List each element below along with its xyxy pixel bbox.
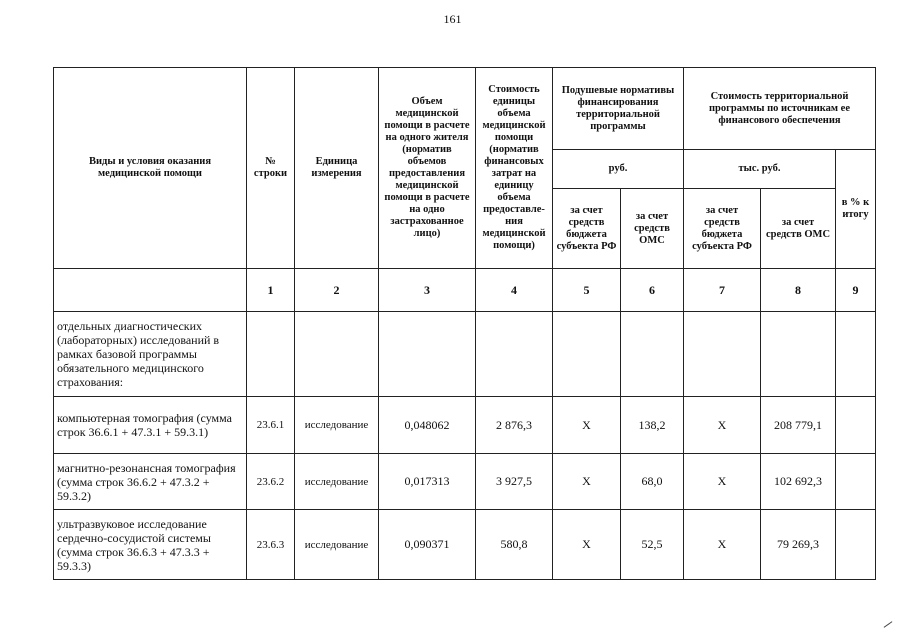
empty-cell bbox=[684, 312, 761, 397]
row-unit: исследование bbox=[295, 510, 379, 580]
header-volume: Объем медицинской помощи в расчете на одного жителя (норматив объемов предоставления медицинской помощи в расчете на одно застрахованное лицо) bbox=[379, 68, 476, 269]
row-oms-thousand: 79 269,3 bbox=[761, 510, 836, 580]
row-budget-thousand: Х bbox=[684, 454, 761, 510]
header-row-no: № строки bbox=[247, 68, 295, 269]
empty-cell bbox=[379, 312, 476, 397]
row-cost: 3 927,5 bbox=[476, 454, 553, 510]
header-cost: Стоимость единицы объема медицинской помощи (норматив финансовых затрат на единицу объема предоставле-ния медицинской помощи) bbox=[476, 68, 553, 269]
table-row bbox=[54, 397, 876, 454]
row-number: 23.6.3 bbox=[247, 510, 295, 580]
header-cost-by-source: Стоимость территориальной программы по источникам ее финансового обеспечения bbox=[684, 68, 876, 150]
row-oms-thousand: 208 779,1 bbox=[761, 397, 836, 454]
header-per-capita: Подушевые нормативы финансирования территориальной программы bbox=[553, 68, 684, 150]
column-number-row bbox=[54, 269, 876, 312]
column-number: 6 bbox=[621, 269, 684, 312]
row-cost: 580,8 bbox=[476, 510, 553, 580]
row-number: 23.6.2 bbox=[247, 454, 295, 510]
header-percent: в % к итогу bbox=[836, 150, 876, 269]
row-budget-rub: Х bbox=[553, 397, 621, 454]
row-oms-rub: 52,5 bbox=[621, 510, 684, 580]
row-oms-rub: 138,2 bbox=[621, 397, 684, 454]
header-oms-rub: за счет средств ОМС bbox=[621, 189, 684, 269]
row-percent bbox=[836, 510, 876, 580]
row-cost: 2 876,3 bbox=[476, 397, 553, 454]
row-volume: 0,090371 bbox=[379, 510, 476, 580]
row-label: ультразвуковое исследование сердечно-сосудистой системы (сумма строк 36.6.3 + 47.3.3 + 59.3.3) bbox=[54, 510, 247, 580]
column-number: 3 bbox=[379, 269, 476, 312]
row-budget-thousand: Х bbox=[684, 510, 761, 580]
row-unit: исследование bbox=[295, 454, 379, 510]
column-number: 5 bbox=[553, 269, 621, 312]
row-oms-rub: 68,0 bbox=[621, 454, 684, 510]
column-number: 4 bbox=[476, 269, 553, 312]
header-unit: Единица измерения bbox=[295, 68, 379, 269]
row-label: магнитно-резонансная томография (сумма строк 36.6.2 + 47.3.2 + 59.3.2) bbox=[54, 454, 247, 510]
column-number: 7 bbox=[684, 269, 761, 312]
column-number-blank bbox=[54, 269, 247, 312]
empty-cell bbox=[247, 312, 295, 397]
header-budget-thousand: за счет средств бюджета субъекта РФ bbox=[684, 189, 761, 269]
row-volume: 0,048062 bbox=[379, 397, 476, 454]
header-rub: руб. bbox=[553, 150, 684, 189]
row-oms-thousand: 102 692,3 bbox=[761, 454, 836, 510]
column-number: 2 bbox=[295, 269, 379, 312]
row-percent bbox=[836, 397, 876, 454]
row-unit: исследование bbox=[295, 397, 379, 454]
table-row bbox=[54, 510, 876, 580]
empty-cell bbox=[621, 312, 684, 397]
header-type: Виды и условия оказания медицинской помощи bbox=[54, 68, 247, 269]
empty-cell bbox=[836, 312, 876, 397]
row-budget-rub: Х bbox=[553, 510, 621, 580]
section-label: отдельных диагностических (лабораторных) исследований в рамках базовой программы обязательного медицинского страхования: bbox=[54, 312, 247, 397]
empty-cell bbox=[295, 312, 379, 397]
row-volume: 0,017313 bbox=[379, 454, 476, 510]
column-number: 9 bbox=[836, 269, 876, 312]
scan-mark bbox=[884, 621, 893, 628]
header-thousand-rub: тыс. руб. bbox=[684, 150, 836, 189]
header-budget-rub: за счет средств бюджета субъекта РФ bbox=[553, 189, 621, 269]
page-number: 161 bbox=[443, 12, 462, 26]
row-number: 23.6.1 bbox=[247, 397, 295, 454]
row-percent bbox=[836, 454, 876, 510]
header-oms-thousand: за счет средств ОМС bbox=[761, 189, 836, 269]
row-label: компьютерная томография (сумма строк 36.6.1 + 47.3.1 + 59.3.1) bbox=[54, 397, 247, 454]
column-number: 8 bbox=[761, 269, 836, 312]
empty-cell bbox=[761, 312, 836, 397]
empty-cell bbox=[476, 312, 553, 397]
table-row bbox=[54, 454, 876, 510]
row-budget-rub: Х bbox=[553, 454, 621, 510]
row-budget-thousand: Х bbox=[684, 397, 761, 454]
section-row bbox=[54, 312, 876, 397]
financing-table bbox=[53, 67, 876, 580]
column-number: 1 bbox=[247, 269, 295, 312]
empty-cell bbox=[553, 312, 621, 397]
